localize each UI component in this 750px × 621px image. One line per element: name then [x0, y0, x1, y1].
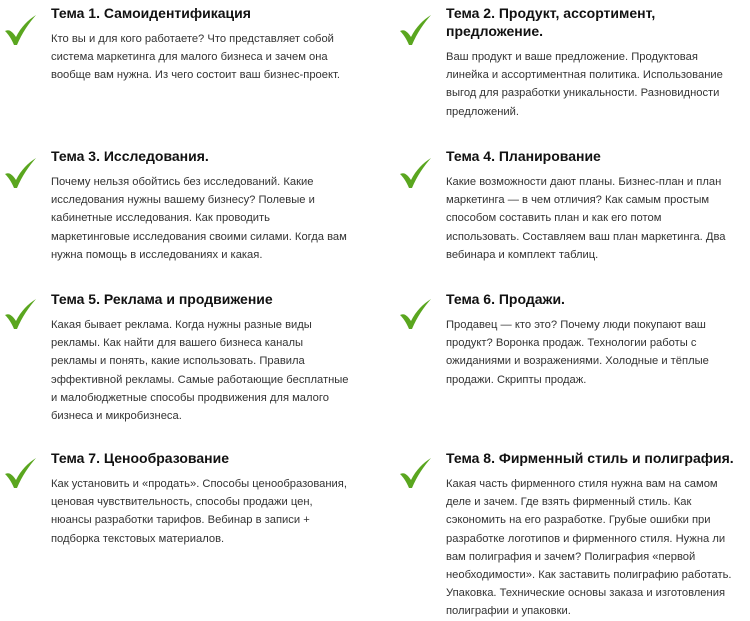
topic-title: Тема 2. Продукт, ассортимент, предложение. [446, 5, 656, 39]
checkmark-icon [3, 14, 37, 46]
topic-description: Какая бывает реклама. Когда нужны разные виды рекламы. Как найти для вашего бизнеса каналы рекламы и понять, какие использовать. Правила эффективной рекламы. Самые работающие бесплатные и малобюджетные способы продвижения для малого бизнеса и микробизнеса. [51, 319, 349, 423]
checkmark-icon [3, 298, 37, 330]
topic-1 [51, 4, 351, 85]
topic-description: Кто вы и для кого работаете? Что представляет собой система маркетинга для малого бизнеса и зачем она вообще вам нужна. Из чего состоит ваш бизнес-проект. [51, 33, 341, 82]
topic-title: Тема 1. Самоидентификация [51, 5, 251, 21]
topic-title: Тема 3. Исследования. [51, 148, 209, 164]
checkmark-icon [3, 157, 37, 189]
topic-6 [446, 290, 736, 389]
topic-description: Ваш продукт и ваше предложение. Продуктовая линейка и ассортиментная политика. Использование выгод для разработки уникальности. Разновидности предложений. [446, 51, 723, 118]
topic-5 [51, 290, 351, 425]
topic-description: Какая часть фирменного стиля нужна вам на самом деле и зачем. Где взять фирменный стиль. Как сэкономить на его разработке. Грубые ошибки при разработке логотипов и фирменного стиля. Нужна ли вам полиграфия и зачем? Полиграфия «первой необходимости». Как заставить полиграфию работать. Упаковка. Технические основы заказа и изготовления полиграфии и упаковки. [446, 478, 732, 618]
topic-title: Тема 6. Продажи. [446, 291, 565, 307]
topic-4 [446, 147, 736, 264]
topic-2 [446, 4, 736, 121]
checkmark-icon [398, 157, 432, 189]
topic-description: Почему нельзя обойтись без исследований. Какие исследования нужны вашему бизнесу? Полевые и кабинетные исследования. Как проводить маркетинговые исследования своими силами. Когда вам нужна помощь в исследованиях и какая. [51, 176, 347, 261]
topic-description: Продавец — кто это? Почему люди покупают ваш продукт? Воронка продаж. Технологии работы с ожиданиями и возражениями. Холодные и тёплые продажи. Скрипты продаж. [446, 319, 709, 386]
topic-description: Как установить и «продать». Способы ценообразования, ценовая чувствительность, способы продажи цен, нюансы разработки тарифов. Вебинар в записи + подборка текстовых материалов. [51, 478, 347, 545]
checkmark-icon [3, 457, 37, 489]
topic-title: Тема 5. Реклама и продвижение [51, 291, 273, 307]
checkmark-icon [398, 298, 432, 330]
topic-3 [51, 147, 351, 264]
checkmark-icon [398, 457, 432, 489]
topic-description: Какие возможности дают планы. Бизнес-план и план маркетинга — в чем отличия? Как самым простым способом составить план и как его потом использовать. Составляем ваш план маркетинга. Два вебинара и комплект таблиц. [446, 176, 726, 261]
checkmark-icon [398, 14, 432, 46]
topic-7 [51, 449, 351, 548]
topic-title: Тема 7. Ценообразование [51, 450, 229, 466]
topic-8 [446, 449, 736, 621]
topic-title: Тема 4. Планирование [446, 148, 601, 164]
topic-title: Тема 8. Фирменный стиль и полиграфия. [446, 450, 734, 466]
